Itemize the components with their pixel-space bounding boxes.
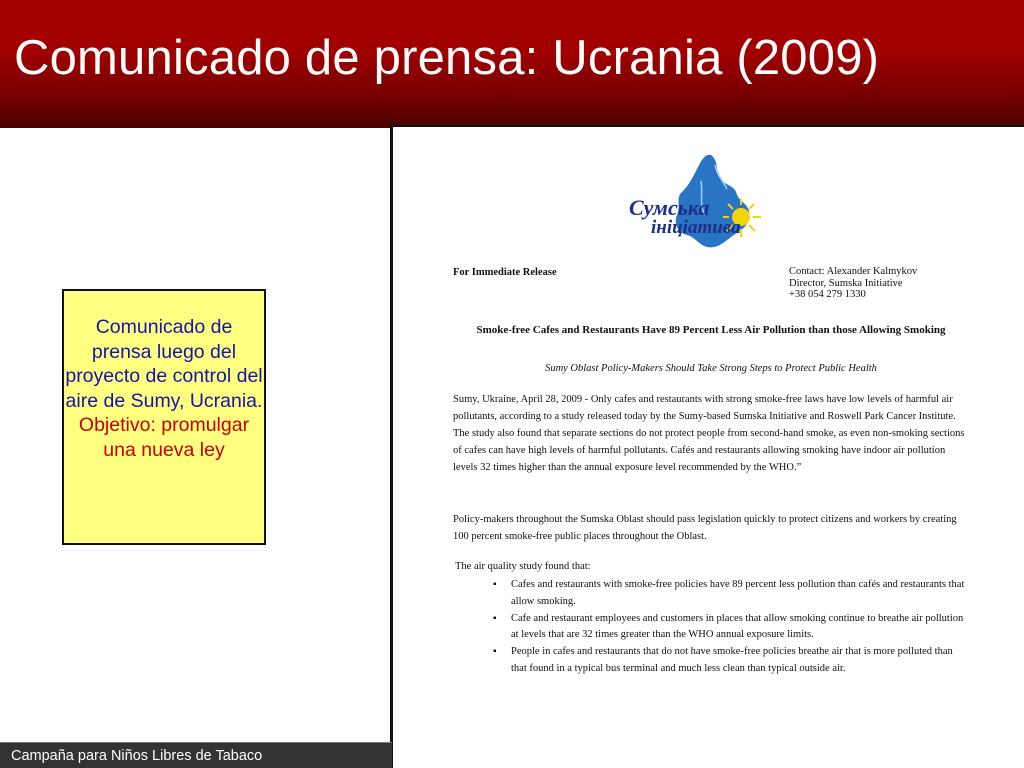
contact-line: Contact: Alexander Kalmykov xyxy=(789,266,918,277)
contact-line: Director, Sumska Initiative xyxy=(789,277,903,289)
list-item: ▪ Cafes and restaurants with smoke-free policies have 89 percent less pollution than cafés and restaurants that allow smoking. xyxy=(489,577,969,611)
logo-text-line1: Сумська xyxy=(629,195,710,220)
callout-box xyxy=(62,289,266,545)
body-paragraph: The air quality study found that: xyxy=(455,561,591,572)
press-release-document xyxy=(390,125,1024,768)
contact-line: +38 054 279 1330 xyxy=(789,289,866,300)
list-item: ▪ Cafe and restaurant employees and customers in places that allow smoking continue to breathe air pollution at levels that are 32 times greater than the WHO annual exposure limits. xyxy=(489,611,969,645)
list-item: ▪ People in cafes and restaurants that do not have smoke-free policies breathe air that is more polluted than that found in a typical bus terminal and much less clean than typical outside air. xyxy=(489,644,969,678)
body-paragraph: Sumy, Ukraine, April 28, 2009 - Only cafes and restaurants with strong smoke-free laws have low levels of harmful air pollutants, according to a study released today by the Sumy-based Sumska Initiative and Roswell Park Cancer Institute. The study also found that separate sections do not protect people from second-hand smoke, as even non-smoking sections of cafes can have high levels of harmful pollutants. Cafés and restaurants allowing smoking have indoor air pollution levels 32 times higher than the annual exposure level recommended by the WHO.” xyxy=(453,394,965,473)
press-headline: Smoke-free Cafes and Restaurants Have 89 Percent Less Air Pollution than those Allowing Smoking xyxy=(476,324,946,336)
body-paragraph: Policy-makers throughout the Sumska Oblast should pass legislation quickly to protect citizens and workers by creating 100 percent smoke-free public places throughout the Oblast. xyxy=(453,514,957,542)
press-subheadline: Sumy Oblast Policy-Makers Should Take Strong Steps to Protect Public Health xyxy=(545,363,877,374)
logo-text-line2: ініціатива xyxy=(651,217,741,238)
slide-title: Comunicado de prensa: Ucrania (2009) xyxy=(14,31,880,85)
title-bar xyxy=(0,0,1024,128)
contact-block xyxy=(789,266,917,301)
callout-description: Comunicado de prensa luego del proyecto de control del aire de Sumy, Ucrania. xyxy=(65,316,263,412)
release-label: For Immediate Release xyxy=(453,267,557,278)
footer-bar xyxy=(0,742,392,768)
findings-list xyxy=(489,577,969,678)
footer-text: Campaña para Niños Libres de Tabaco xyxy=(11,748,263,764)
sumska-initiative-logo xyxy=(623,151,793,261)
callout-objective: Objetivo: promulgar una nueva ley xyxy=(78,414,250,461)
